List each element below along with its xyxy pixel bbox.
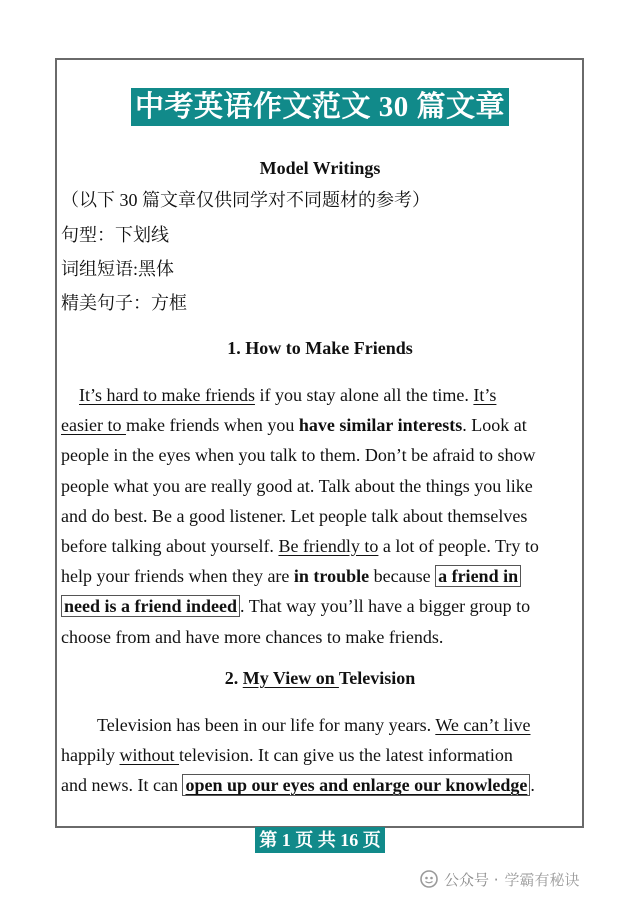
paragraph-line — [61, 531, 581, 561]
section-2-paragraph — [61, 710, 581, 801]
text-run: . Look at — [462, 415, 527, 436]
paragraph-line: and do best. Be a good listener. Let people talk about themselves — [61, 505, 528, 526]
watermark — [420, 866, 580, 892]
underlined-pattern: easier to — [61, 415, 126, 436]
document-title: 中考英语作文范文 30 篇文章 — [131, 88, 509, 126]
paragraph-line — [61, 380, 581, 410]
section-2-heading — [0, 668, 640, 689]
text-run: Television has been in our life for many years. — [97, 715, 436, 735]
underlined-pattern: without — [119, 745, 180, 766]
underlined-pattern: It’s hard to make friends — [79, 385, 255, 405]
text-run: television. It can give us the latest information — [179, 745, 513, 766]
paragraph-line — [61, 740, 581, 770]
text-run: make friends when you — [125, 415, 299, 436]
watermark-brand: 学霸有秘诀 — [504, 870, 580, 889]
text-run: if you stay alone all the time. — [254, 385, 474, 405]
page-footer — [0, 827, 640, 853]
text-run: before talking about yourself. — [61, 535, 279, 556]
underlined-pattern: We can’t live — [435, 715, 531, 735]
page-number: 第 1 页 共 16 页 — [255, 827, 385, 853]
legend-phrases: 词组短语:黑体 — [61, 259, 175, 279]
text-run: happily — [61, 745, 120, 766]
intro-note: （以下 30 篇文章仅供同学对不同题材的参考） — [61, 190, 430, 210]
title-banner — [0, 88, 640, 126]
text-run: . — [530, 775, 535, 796]
boxed-sentence: open up our eyes and enlarge our knowledge — [182, 774, 530, 796]
paragraph-line — [61, 410, 581, 440]
boxed-sentence: need is a friend indeed — [61, 595, 240, 617]
text-run: because — [369, 566, 436, 587]
wechat-official-account-icon — [420, 870, 438, 888]
watermark-prefix: 公众号 · — [444, 870, 499, 889]
document-subtitle: Model Writings — [259, 158, 381, 178]
paragraph-line — [61, 561, 581, 591]
paragraph-line — [61, 710, 581, 740]
underlined-pattern: It’s — [473, 385, 497, 405]
bold-phrase: in trouble — [293, 566, 370, 587]
heading-number: 2. — [224, 668, 243, 688]
text-run: a lot of people. Try to — [378, 535, 539, 556]
text-run: . That way you’ll have a bigger group to — [240, 596, 531, 617]
legend-sentence-patterns: 句型：下划线 — [61, 225, 169, 245]
paragraph-line: people in the eyes when you talk to them. Don’t be afraid to show — [61, 445, 536, 466]
bold-phrase: have similar interests — [298, 415, 463, 436]
legend-fine-sentences: 精美句子：方框 — [61, 293, 187, 313]
section-1-paragraph — [61, 380, 581, 652]
boxed-sentence: a friend in — [435, 565, 521, 587]
text-run: help your friends when they are — [61, 566, 294, 587]
heading-rest: Television — [338, 668, 416, 688]
paragraph-line — [61, 591, 581, 621]
underlined-pattern: Be friendly to — [278, 535, 379, 556]
paragraph-line: people what you are really good at. Talk about the things you like — [61, 475, 533, 496]
underlined-pattern: My View on — [242, 668, 339, 688]
paragraph-line: choose from and have more chances to make friends. — [61, 626, 444, 647]
paragraph-line — [61, 770, 581, 800]
text-run: and news. It can — [61, 775, 183, 796]
section-1-heading: 1. How to Make Friends — [227, 338, 413, 358]
